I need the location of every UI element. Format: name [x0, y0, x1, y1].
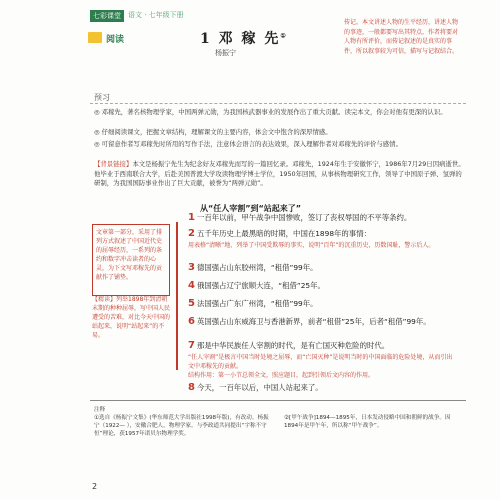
side-annotation-box: 文章第一部分，采用了排列方式叙述了中国近代史的屈辱经历，一系列的条约和数字冲击读者的心灵，为下文写邓稼先的贡献作了铺垫。 — [92, 224, 170, 296]
paragraph-2-note: 用表格“清晰”地、列举了中国受欺辱的事实，说明“百年”的沉重历史，历数国耻，警示后人。 — [188, 242, 435, 249]
paragraph-2: 2 五千年历史上最黑暗的时期，中国在1898年的事情： — [188, 228, 371, 239]
paragraph-8: 8 今天，一百年以后，中国人站起来了。 — [188, 382, 323, 393]
footnote-right: ②[甲午战争]1894—1895年，日本发动侵略中国和朝鲜的战争。因1894年是甲午年，所以称“甲午战争”。 — [284, 415, 451, 429]
paragraph-8-note: 结构作用：第一小节总领全文，照应题目，起到引领后文内容的作用。 — [188, 372, 375, 379]
margin-note: 传记。本文讲述人物的生平经历，讲述人物的事迹，一般都要写出其特点，作者将要对人物有所评价，而传记叙述的是真实的事件，所以叙事较为可信，描写与记叙结合。 — [344, 19, 459, 55]
background-link — [94, 160, 466, 189]
bracket-decoration — [176, 222, 188, 370]
preview-p1: ◎ 邓稼先，著名核物理学家，中国两弹元勋，为我国核武器事业的发展作出了重大贡献。读完本文，你会对他有更深的认识。 — [94, 108, 447, 116]
paragraph-7: 7 那是中华民族任人宰割的时代，是有亡国灭种危险的时代。 — [188, 340, 390, 351]
side-reading-note: 【精读】列举1898年到清朝末期的种种屈辱，写中国人民遭受的苦难，对比今天中国的站起来，说明“站起来”的不易。 — [92, 296, 171, 339]
author: 杨振宁 — [215, 49, 236, 57]
background-text: 本文是杨振宁先生为纪念好友邓稼先而写的一篇回忆录。邓稼先，1924年生于安徽怀宁，1986年7月29日因病逝世。他毕业于西南联合大学，后赴美国普渡大学攻读物理学博士学位，1950年回国，从事核物理研究工作，领导了中国原子弹、氢弹的研制，为我国国防事业作出了巨大贡献，被誉为“两弹元勋”。 — [94, 160, 465, 187]
preview-heading: 预习 — [94, 93, 110, 102]
footnote-left — [94, 406, 274, 438]
preview-p3: ◎ 可留意作者写邓稼先时所用的写作手法，注意体会语言的表达效果，深入理解作者对邓稼先的评价与感情。 — [94, 140, 402, 148]
lesson-title — [200, 28, 288, 48]
footnote-1: ①选自《杨振宁文集》(华东师范大学出版社1998年版)，有改动。杨振宁（1922— ），安徽合肥人，物理学家。与李政道共同提出“宇称不守恒”理论，获1957年诺贝尔物理学奖。 — [94, 415, 269, 437]
paragraph-5: 5 法国强占广东广州湾，“租借”99年。 — [188, 298, 318, 309]
paragraph-6: 6 英国强占山东威海卫与香港新界，前者“租借”25年，后者“租借”99年。 — [188, 316, 431, 327]
background-label: 【背景链接】 — [94, 160, 133, 168]
title-footnote-mark: ① — [280, 32, 288, 40]
read-label: 阅读 — [106, 35, 125, 45]
lesson-number: 1 — [200, 31, 212, 47]
divider — [90, 103, 466, 104]
paragraph-4: 4 俄国强占辽宁旅顺大连，“租借”25年。 — [188, 280, 325, 291]
section-title: 从“任人宰割”到“站起来了” — [200, 204, 302, 213]
lesson-name: 邓 稼 先 — [218, 31, 281, 47]
paragraph-1: 1 一百年以前，甲午战争中国惨败，签订了丧权辱国的不平等条约。 — [188, 212, 412, 223]
series-tag: 七彩课堂 — [90, 10, 124, 22]
footnote-divider — [90, 400, 466, 401]
preview-p2: ◎ 仔细阅读课文，把握文章结构，理解课文的主要内容，体会文中饱含的深厚情感。 — [94, 128, 332, 136]
subject-label: 语文 · 七年级下册 — [128, 11, 184, 19]
footnote-label: 注释 — [94, 407, 106, 413]
paragraph-7-note: “任人宰割”是极言中国当时处境之屈辱，而“亡国灭种”是说明当时的中国面临的危险处境，从而引出文中邓稼先的贡献。 — [188, 354, 453, 370]
page-number: 2 — [92, 482, 98, 491]
paragraph-3: 3 德国强占山东胶州湾，“租借”99年。 — [188, 262, 318, 273]
book-icon — [88, 32, 102, 43]
